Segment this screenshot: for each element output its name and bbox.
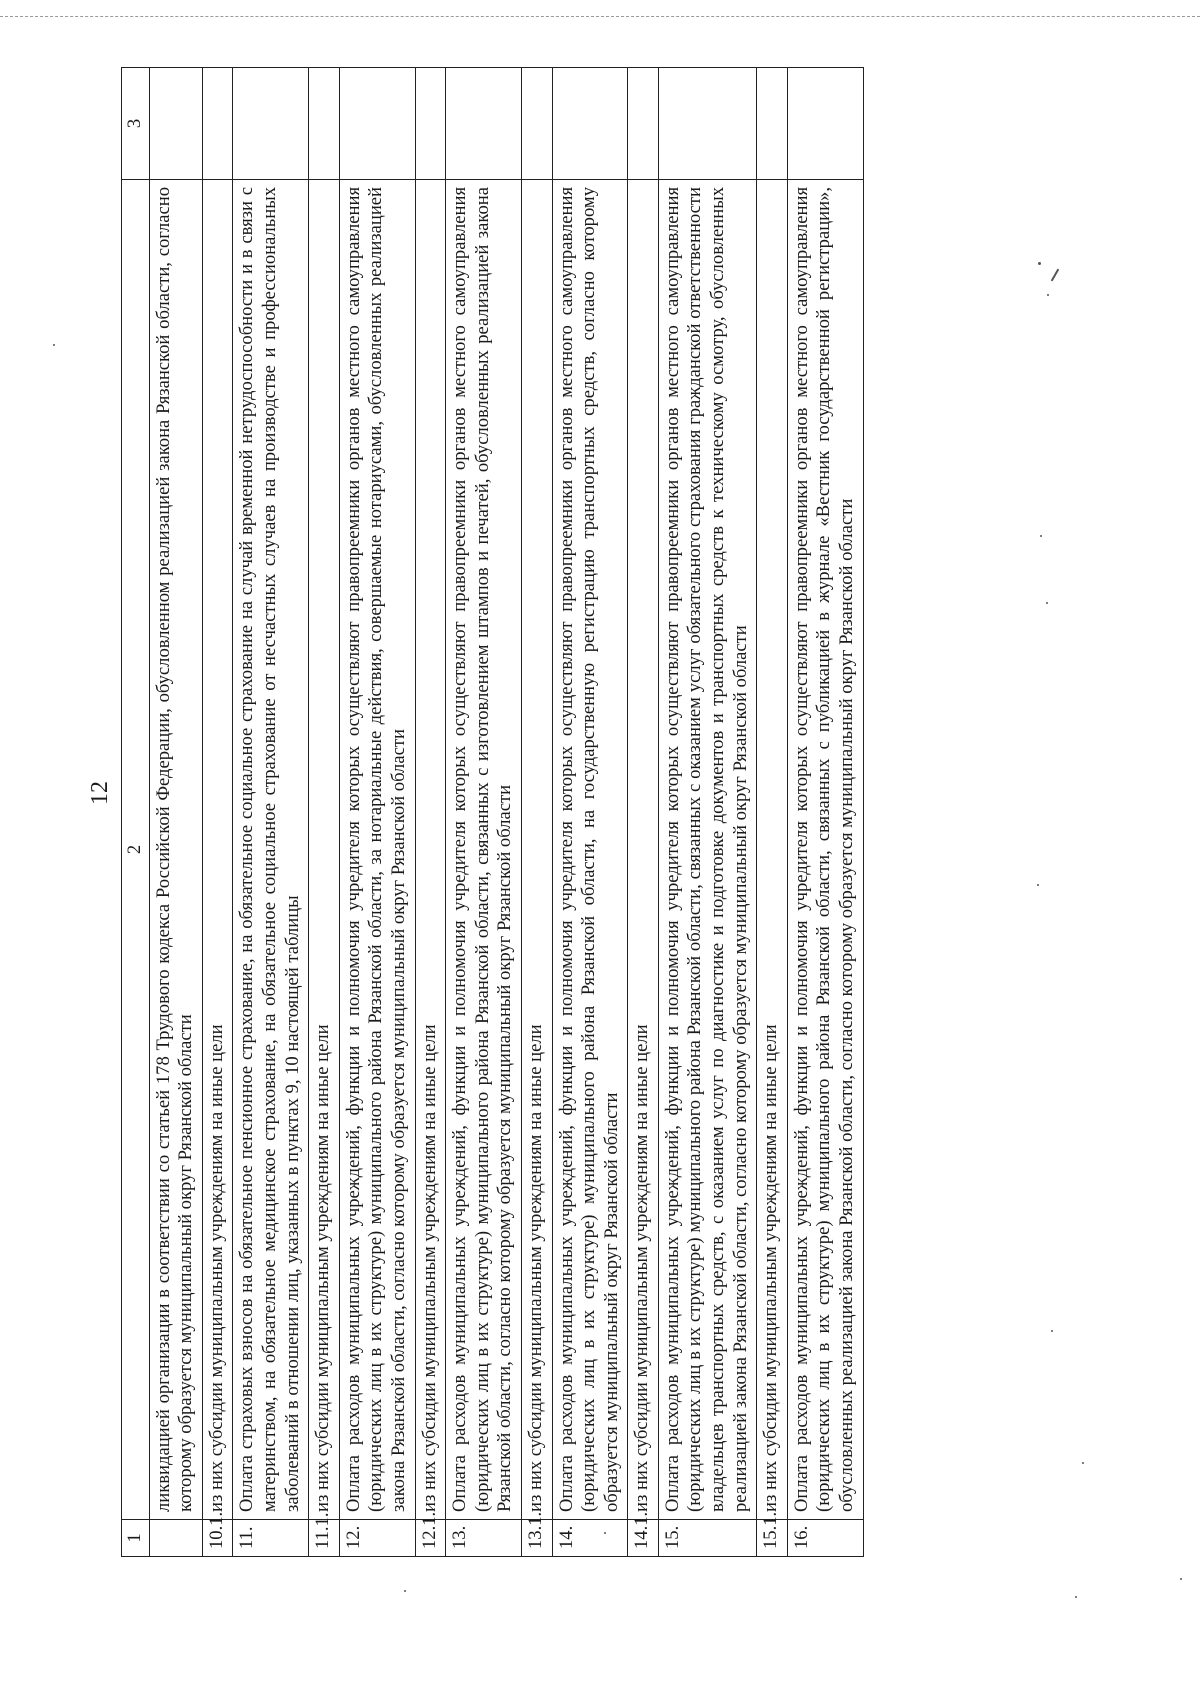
table-row xyxy=(628,68,659,1557)
table-row xyxy=(233,68,309,1557)
row-number: 12.1. xyxy=(415,1520,446,1557)
row-description: Оплата расходов муниципальных учреждений, функции и полномочия учредителя которых осуществляют правопреемники органов местного самоуправления (юридических лиц в их структуре) муниципального района Рязанской области, за нотариальные действия, совершаемые нотариусами, обусловленных реализацией закона Рязанской области, согласно которому образуется муниципальный округ Рязанской области xyxy=(339,180,415,1520)
row-number: 14. xyxy=(552,1520,628,1557)
header-col-3: 3 xyxy=(122,68,150,180)
row-number: 13. xyxy=(446,1520,522,1557)
row-number: 15. xyxy=(658,1520,756,1557)
row-column-3 xyxy=(446,68,522,180)
row-column-3 xyxy=(149,68,202,180)
expense-table xyxy=(121,67,864,1557)
scan-speck xyxy=(1037,884,1039,886)
row-column-3 xyxy=(521,68,552,180)
table-row xyxy=(309,68,340,1557)
table-row xyxy=(787,68,863,1557)
row-number: 10.1. xyxy=(202,1520,233,1557)
scan-speck xyxy=(1075,1596,1077,1598)
row-column-3 xyxy=(552,68,628,180)
row-column-3 xyxy=(658,68,756,180)
header-col-1: 1 xyxy=(122,1520,150,1557)
row-column-3 xyxy=(628,68,659,180)
row-number: 12. xyxy=(339,1520,415,1557)
scan-top-edge-line xyxy=(0,16,1200,17)
row-number: 14.1. xyxy=(628,1520,659,1557)
row-number xyxy=(149,1520,202,1557)
page-number: 12 xyxy=(87,781,113,805)
row-description: Оплата расходов муниципальных учреждений, функции и полномочия учредителя которых осуществляют правопреемники органов местного самоуправления (юридических лиц в их структуре) муниципального района Рязанской области, связанных с публикацией в журнале «Вестник государственной регистрации», обусловленных реализацией закона Рязанской области, согласно которому образуется муниципальный округ Рязанской области xyxy=(787,180,863,1520)
row-description: из них субсидии муниципальным учреждениям на иные цели xyxy=(309,180,340,1520)
row-description: Оплата страховых взносов на обязательное пенсионное страхование, на обязательное социальное страхование на случай временной нетрудоспособности и в связи с материнством, на обязательное медицинское страхование, на обязательное социальное страхование от несчастных случаев на производстве и профессиональных заболеваний в отношении лиц, указанных в пунктах 9, 10 настоящей таблицы xyxy=(233,180,309,1520)
row-description: Оплата расходов муниципальных учреждений, функции и полномочия учредителя которых осуществляют правопреемники органов местного самоуправления (юридических лиц в их структуре) муниципального района Рязанской области, связанных с изготовлением штампов и печатей, обусловленных реализацией закона Рязанской области, согласно которому образуется муниципальный округ Рязанской области xyxy=(446,180,522,1520)
header-col-2: 2 xyxy=(122,180,150,1520)
scan-speck xyxy=(1046,602,1048,604)
row-description: Оплата расходов муниципальных учреждений, функции и полномочия учредителя которых осуществляют правопреемники органов местного самоуправления (юридических лиц в их структуре) муниципального района Рязанской области, на государственную регистрацию транспортных средств, согласно которому образуется муниципальный округ Рязанской области xyxy=(552,180,628,1520)
table-row xyxy=(339,68,415,1557)
row-number: 11. xyxy=(233,1520,309,1557)
table-row xyxy=(149,68,202,1557)
table-row xyxy=(757,68,788,1557)
table-row xyxy=(658,68,756,1557)
table-row xyxy=(202,68,233,1557)
row-description: из них субсидии муниципальным учреждениям на иные цели xyxy=(415,180,446,1520)
row-description: Оплата расходов муниципальных учреждений, функции и полномочия учредителя которых осуществляют правопреемники органов местного самоуправления (юридических лиц в их структуре) муниципального района Рязанской области, связанных с оказанием услуг обязательного страхования гражданской ответственности владельцев транспортных средств, с оказанием услуг по диагностике и подготовке документов и транспортных средств к техническому осмотру, обусловленных реализацией закона Рязанской области, согласно которому образуется муниципальный округ Рязанской области xyxy=(658,180,756,1520)
row-column-3 xyxy=(415,68,446,180)
scan-speck xyxy=(1051,1330,1053,1332)
rotated-table-container xyxy=(121,67,1066,1557)
scan-speck xyxy=(604,1532,606,1534)
table-row xyxy=(521,68,552,1557)
row-description: из них субсидии муниципальным учреждениям на иные цели xyxy=(757,180,788,1520)
scan-speck xyxy=(1038,262,1041,265)
row-column-3 xyxy=(339,68,415,180)
row-number: 15.1. xyxy=(757,1520,788,1557)
row-column-3 xyxy=(233,68,309,180)
row-column-3 xyxy=(202,68,233,180)
row-description: из них субсидии муниципальным учреждениям на иные цели xyxy=(628,180,659,1520)
table-row xyxy=(446,68,522,1557)
scan-speck xyxy=(53,344,55,346)
row-description: ликвидацией организации в соответствии со статьей 178 Трудового кодекса Российской Федерации, обусловленном реализацией закона Рязанской области, согласно которому образуется муниципальный округ Рязанской области xyxy=(149,180,202,1520)
table-header-row xyxy=(122,68,150,1557)
scan-speck xyxy=(1040,535,1042,537)
scan-speck xyxy=(1180,1578,1182,1580)
row-column-3 xyxy=(787,68,863,180)
table-row xyxy=(415,68,446,1557)
scan-speck xyxy=(404,1590,406,1592)
row-number: 13.1. xyxy=(521,1520,552,1557)
row-number: 16. xyxy=(787,1520,863,1557)
scan-speck xyxy=(1047,294,1049,296)
row-number: 11.1. xyxy=(309,1520,340,1557)
row-column-3 xyxy=(757,68,788,180)
row-description: из них субсидии муниципальным учреждениям на иные цели xyxy=(202,180,233,1520)
table-row xyxy=(552,68,628,1557)
row-description: из них субсидии муниципальным учреждениям на иные цели xyxy=(521,180,552,1520)
row-column-3 xyxy=(309,68,340,180)
scan-speck xyxy=(1082,1462,1084,1464)
